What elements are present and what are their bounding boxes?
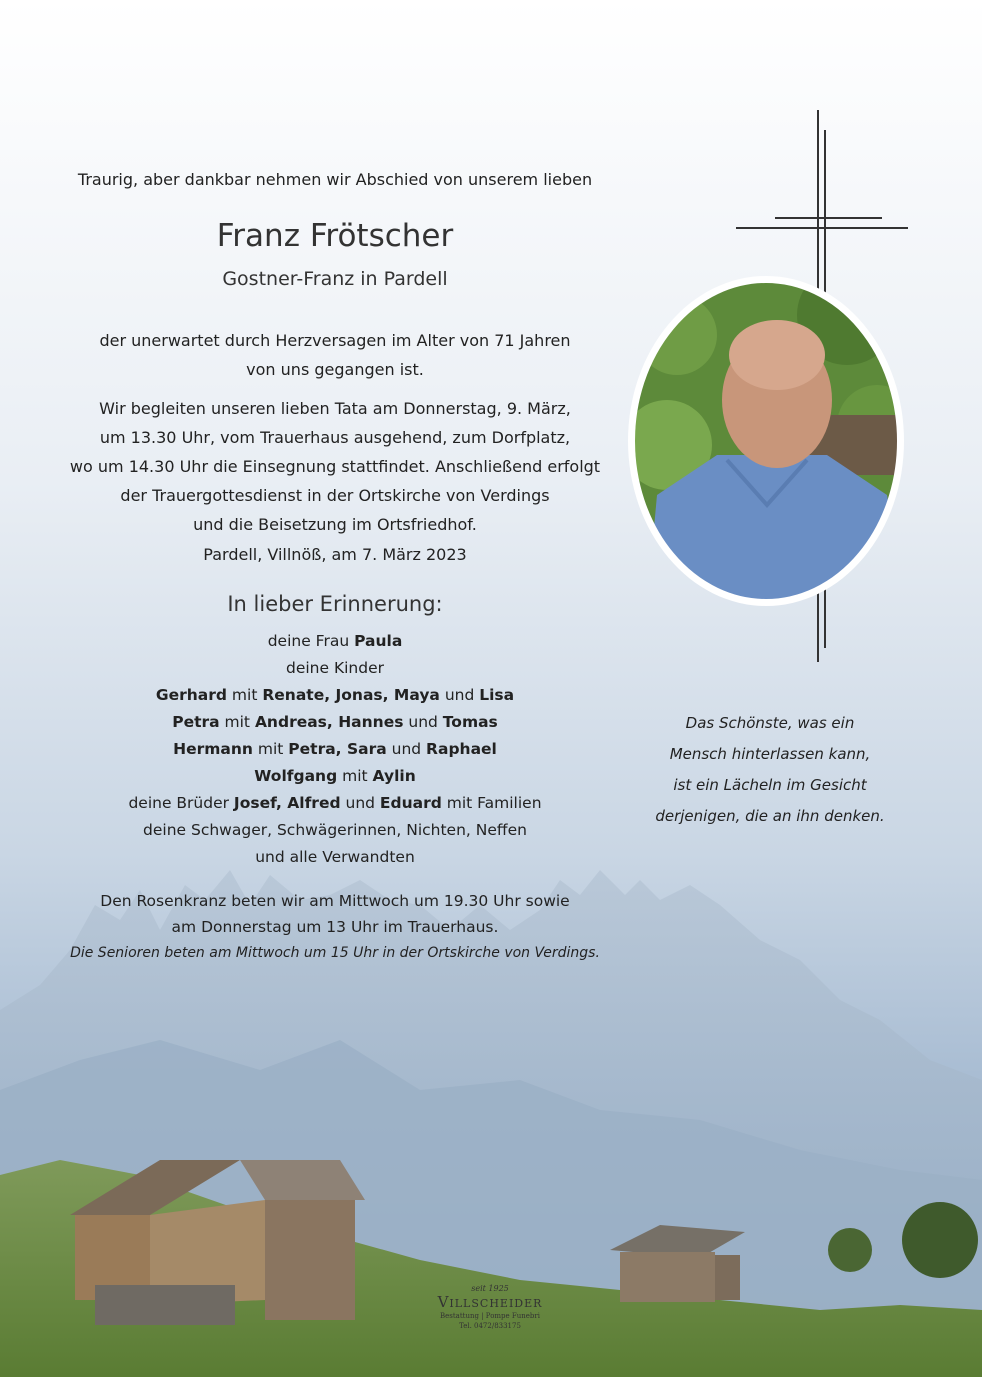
seniors-line: Die Senioren beten am Mittwoch um 15 Uhr in der Ortskirche von Verdings.: [70, 945, 600, 961]
family-child-line: Wolfgang mit Aylin: [254, 767, 416, 785]
deceased-nickname: Gostner-Franz in Pardell: [222, 268, 448, 290]
deceased-portrait-photo: [627, 275, 905, 607]
cause-line: der unerwartet durch Herzversagen im Alter von 71 Jahren: [99, 331, 571, 350]
rosary-paragraph: [40, 888, 630, 966]
logo-tagline: Bestattung | Pompe Funebri: [439, 1312, 540, 1320]
rosary-line: Den Rosenkranz beten wir am Mittwoch um 19.30 Uhr sowie: [100, 892, 570, 910]
quote-line: derjenigen, die an ihn denken.: [655, 807, 885, 825]
logo-name: Villscheider: [437, 1293, 543, 1311]
funeral-line: Wir begleiten unseren lieben Tata am Donnerstag, 9. März,: [99, 399, 571, 418]
family-wife: deine Frau Paula: [267, 632, 403, 650]
funeral-line: und die Beisetzung im Ortsfriedhof.: [193, 515, 477, 534]
logo-since: seit 1925: [471, 1284, 509, 1293]
family-children-label: deine Kinder: [285, 659, 384, 677]
quote-line: Das Schönste, was ein: [685, 714, 855, 732]
logo-phone: Tel. 0472/833175: [459, 1322, 521, 1330]
cause-paragraph: [40, 326, 630, 384]
family-brothers: deine Brüder Josef, Alfred und Eduard mit Familien: [128, 794, 542, 812]
rosary-line: am Donnerstag um 13 Uhr im Trauerhaus.: [171, 918, 499, 936]
memory-title: In lieber Erinnerung:: [227, 592, 443, 616]
funeral-home-logo: [410, 1284, 570, 1331]
family-child-line: Gerhard mit Renate, Jonas, Maya und Lisa: [155, 686, 515, 704]
funeral-line: der Trauergottesdienst in der Ortskirche von Verdings: [120, 486, 550, 505]
funeral-line: wo um 14.30 Uhr die Einsegnung stattfindet. Anschließend erfolgt: [69, 457, 601, 476]
family-child-line: Petra mit Andreas, Hannes und Tomas: [172, 713, 498, 731]
deceased-name: Franz Frötscher: [216, 218, 454, 254]
family-relatives: und alle Verwandten: [255, 848, 415, 866]
family-child-line: Hermann mit Petra, Sara und Raphael: [173, 740, 497, 758]
family-list: [40, 628, 630, 871]
memorial-quote: [640, 708, 900, 832]
intro-text: Traurig, aber dankbar nehmen wir Abschied von unserem lieben: [77, 170, 593, 189]
quote-line: ist ein Lächeln im Gesicht: [673, 776, 867, 794]
cause-line: von uns gegangen ist.: [246, 360, 424, 379]
place-date: Pardell, Villnöß, am 7. März 2023: [203, 545, 467, 564]
family-inlaws: deine Schwager, Schwägerinnen, Nichten, Neffen: [143, 821, 527, 839]
funeral-paragraph: [40, 394, 630, 539]
quote-line: Mensch hinterlassen kann,: [669, 745, 871, 763]
funeral-line: um 13.30 Uhr, vom Trauerhaus ausgehend, zum Dorfplatz,: [99, 428, 571, 447]
